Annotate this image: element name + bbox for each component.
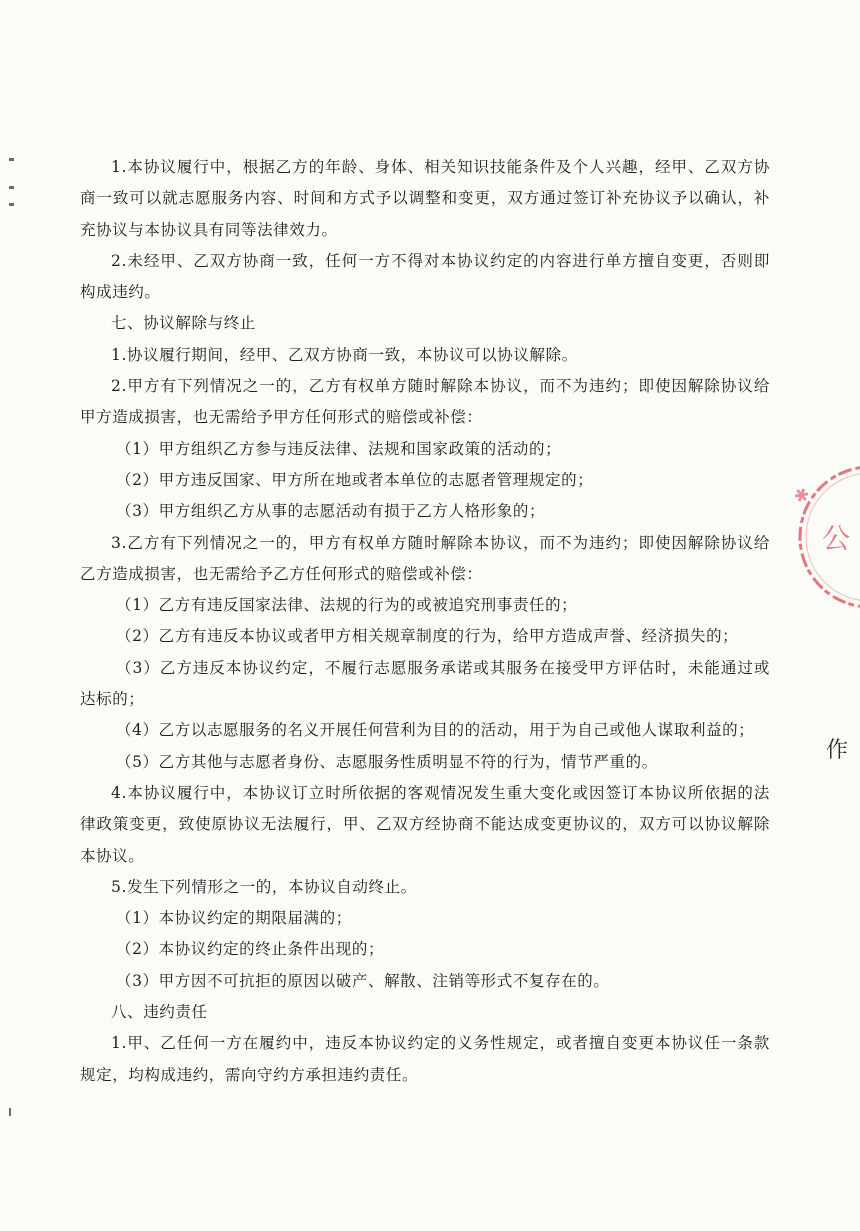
- section-heading: 八、违约责任: [111, 1003, 208, 1022]
- clause-paragraph: 2.甲方有下列情况之一的，乙方有权单方随时解除本协议，而不为违约；即使因解除协议给甲方造成损害，也无需给予甲方任何形式的赔偿或补偿：: [80, 377, 770, 427]
- clause-paragraph: 3.乙方有下列情况之一的，甲方有权单方随时解除本协议，而不为违约；即使因解除协议给乙方造成损害，也无需给予乙方任何形式的赔偿或补偿：: [80, 533, 770, 583]
- clause-item: （2）本协议约定的终止条件出现的；: [116, 940, 385, 959]
- clause-paragraph: 1.协议履行期间，经甲、乙双方协商一致，本协议可以协议解除。: [111, 345, 578, 364]
- clause-item: （3）甲方组织乙方从事的志愿活动有损于乙方人格形象的；: [116, 502, 546, 521]
- seal-graphic: [782, 462, 860, 612]
- document-body: [80, 152, 770, 1091]
- clause-paragraph: 1.本协议履行中，根据乙方的年龄、身体、相关知识技能条件及个人兴趣，经甲、乙双方协商一致可以就志愿服务内容、时间和方式予以调整和变更，双方通过签订补充协议予以确认，补充协议与本协议具有同等法律效力。: [80, 158, 770, 239]
- clause-paragraph: 2.未经甲、乙双方协商一致，任何一方不得对本协议约定的内容进行单方擅自变更，否则即构成违约。: [80, 251, 770, 302]
- margin-mark: [9, 158, 14, 161]
- clause-item: （1）乙方有违反国家法律、法规的行为的或被追究刑事责任的；: [116, 596, 578, 615]
- svg-text:✱: ✱: [789, 482, 815, 509]
- clause-paragraph: 1.甲、乙任何一方在履约中，违反本协议约定的义务性规定，或者擅自变更本协议任一条款规定，均构成违约，需向守约方承担违约责任。: [80, 1034, 770, 1084]
- clause-item: （3）乙方违反本协议约定，不履行志愿服务承诺或其服务在接受甲方评估时，未能通过或达标的；: [80, 658, 770, 709]
- clause-item: （5）乙方其他与志愿者身份、志愿服务性质明显不符的行为，情节严重的。: [116, 752, 658, 771]
- margin-mark: [9, 203, 14, 206]
- clause-item: （2）乙方有违反本协议或者甲方相关规章制度的行为，给甲方造成声誉、经济损失的；: [116, 627, 739, 646]
- red-seal-stamp: [782, 462, 860, 612]
- side-handwritten-char: 作: [826, 738, 849, 763]
- clause-item: （4）乙方以志愿服务的名义开展任何营利为目的的活动，用于为自己或他人谋取利益的；: [116, 721, 755, 740]
- clause-item: （2）甲方违反国家、甲方所在地或者本单位的志愿者管理规定的；: [116, 470, 594, 489]
- section-heading: 七、协议解除与终止: [111, 314, 256, 333]
- seal-text: 公: [822, 522, 851, 555]
- margin-mark: [9, 1108, 11, 1116]
- clause-item: （1）本协议约定的期限届满的；: [116, 909, 352, 928]
- margin-mark: [9, 186, 14, 189]
- clause-item: （3）甲方因不可抗拒的原因以破产、解散、注销等形式不复存在的。: [116, 971, 610, 990]
- clause-item: （1）甲方组织乙方参与违反法律、法规和国家政策的活动的；: [116, 439, 562, 458]
- clause-paragraph: 5.发生下列情形之一的，本协议自动终止。: [111, 877, 417, 896]
- clause-paragraph: 4.本协议履行中，本协议订立时所依据的客观情况发生重大变化或因签订本协议所依据的法律政策变更，致使原协议无法履行，甲、乙双方经协商不能达成变更协议的，双方可以协议解除本协议。: [80, 783, 770, 865]
